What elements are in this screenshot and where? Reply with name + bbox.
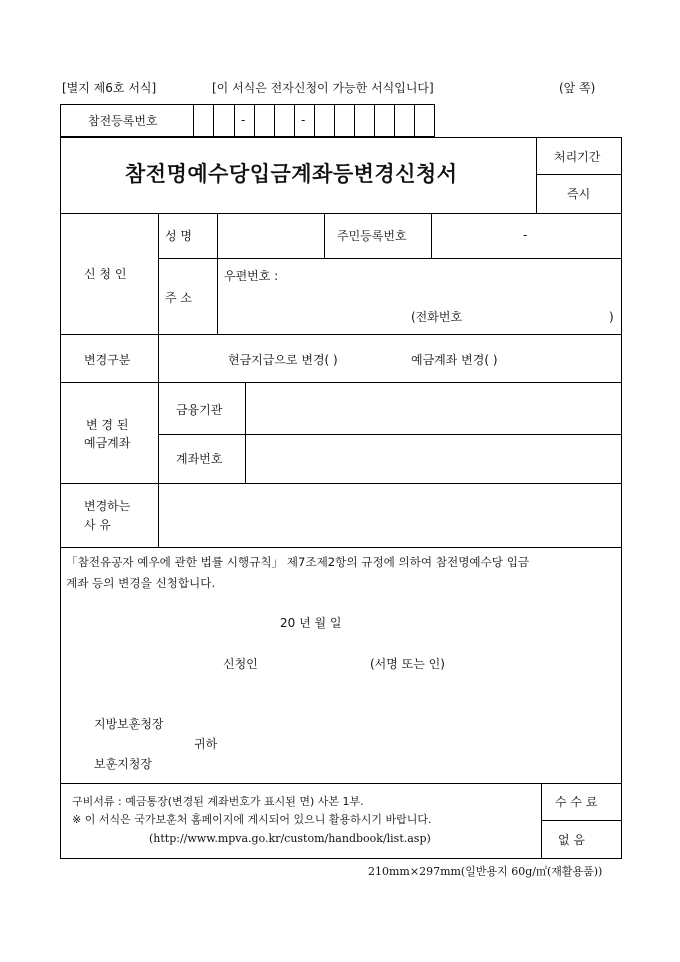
phone-label: (전화번호 [411, 310, 463, 324]
registration-digit-field[interactable] [193, 105, 435, 136]
website-notice: ※ 이 서식은 국가보훈처 홈페이지에 게시되어 있으니 활용하시기 바랍니다. [72, 813, 432, 826]
registration-dash: - [301, 113, 306, 127]
account-number-label: 계좌번호 [176, 452, 223, 466]
required-documents: 구비서류 : 예금통장(변경된 계좌번호가 표시된 면) 사본 1부. [72, 795, 364, 808]
regional-office: 지방보훈청장 [94, 717, 164, 731]
applicant-sign-label: 신청인 [223, 657, 258, 671]
name-label: 성 명 [165, 229, 192, 243]
fee-label: 수 수 료 [555, 795, 598, 809]
statement-line-1: 「참전유공자 예우에 관한 법률 시행규칙」 제7조제2항의 규정에 의하여 참전명예수당 입금 [66, 555, 530, 569]
signature-hint: (서명 또는 인) [370, 657, 445, 671]
electronic-notice: [이 서식은 전자신청이 가능한 서식입니다] [212, 81, 434, 95]
address-label: 주 소 [165, 291, 192, 305]
honorific: 귀하 [194, 737, 218, 751]
signature-field[interactable] [265, 652, 365, 672]
registration-number-label: 참전등록번호 [88, 114, 158, 128]
form-number: [별지 제6호 서식] [62, 81, 157, 95]
statement-line-2: 계좌 등의 변경을 신청합니다. [66, 576, 216, 590]
page-side: (앞 쪽) [559, 81, 596, 95]
reason-field[interactable] [159, 484, 621, 546]
reason-label-1: 변경하는 [84, 499, 131, 513]
phone-close: ) [609, 310, 614, 324]
account-change-option[interactable]: 예금계좌 변경( ) [411, 353, 498, 367]
change-type-label: 변경구분 [84, 353, 131, 367]
applicant-label: 신 청 인 [84, 267, 127, 281]
reason-label-2: 사 유 [84, 518, 111, 532]
account-number-field[interactable] [246, 435, 621, 482]
postal-code-label: 우편번호 : [224, 269, 279, 283]
resident-number-dash: - [523, 228, 528, 242]
fee-value: 없 음 [558, 833, 585, 847]
form-download-link[interactable]: (http://www.mpva.go.kr/custom/handbook/list.asp) [149, 832, 431, 845]
cash-payment-option[interactable]: 현금지급으로 변경( ) [228, 353, 338, 367]
changed-account-label-2: 예금계좌 [84, 436, 131, 450]
paper-spec: 210mm×297mm(일반용지 60g/㎡(재활용품)) [368, 865, 603, 878]
application-date: 20 년 월 일 [280, 616, 342, 630]
processing-period-label: 처리기간 [554, 150, 601, 164]
changed-account-label-1: 변 경 된 [86, 418, 129, 432]
registration-dash: - [241, 113, 246, 127]
processing-period-value: 즉시 [567, 187, 591, 201]
branch-office: 보훈지청장 [94, 757, 152, 771]
resident-number-label: 주민등록번호 [337, 229, 407, 243]
bank-label: 금융기관 [176, 403, 223, 417]
name-field[interactable] [218, 214, 323, 257]
form-title: 참전명예수당입금계좌등변경신청서 [125, 161, 458, 186]
bank-field[interactable] [246, 383, 621, 433]
